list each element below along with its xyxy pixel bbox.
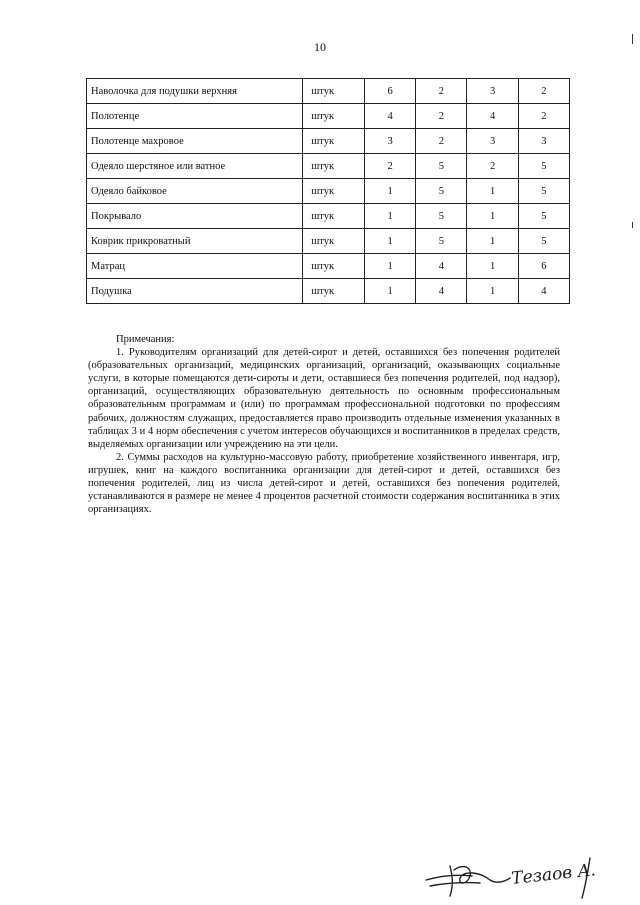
unit-cell: штук	[303, 229, 365, 254]
quantity-cell: 1	[467, 279, 518, 304]
quantity-cell: 4	[416, 279, 467, 304]
unit-cell: штук	[303, 79, 365, 104]
norms-table	[86, 78, 570, 304]
quantity-cell: 3	[518, 129, 569, 154]
notes-section	[88, 333, 560, 516]
item-name-cell: Полотенце махровое	[87, 129, 303, 154]
item-name-cell: Одеяло байковое	[87, 179, 303, 204]
table-row	[87, 229, 570, 254]
page-number: 10	[314, 40, 326, 54]
note-item-1: 1. Руководителям организаций для детей-сирот и детей, оставшихся без попечения родителей (образовательных организаций, медицинских организаций, организаций, оказывающих социальные услуги, в которые помещаются дети-сироты и дети, оставшиеся без попечения родителей, под надзор), организаций, осуществляющих образовательную деятельность по основным профессиональным образовательным программам и (или) по программам профессиональной подготовки по профессиям рабочих, должностям служащих, предоставляется право производить отдельные изменения указанных в таблицах 3 и 4 норм обеспечения с учетом интересов обучающихся и воспитанников в пределах средств, выделяемых организации или учреждению на эти цели.	[88, 347, 560, 450]
quantity-cell: 4	[416, 254, 467, 279]
quantity-cell: 5	[416, 204, 467, 229]
table-row	[87, 279, 570, 304]
quantity-cell: 1	[467, 254, 518, 279]
unit-cell: штук	[303, 154, 365, 179]
quantity-cell: 3	[364, 129, 415, 154]
quantity-cell: 2	[518, 104, 569, 129]
quantity-cell: 1	[467, 179, 518, 204]
quantity-cell: 3	[467, 79, 518, 104]
quantity-cell: 5	[518, 229, 569, 254]
quantity-cell: 4	[467, 104, 518, 129]
scan-edge-mark	[632, 34, 633, 44]
unit-cell: штук	[303, 204, 365, 229]
quantity-cell: 2	[518, 79, 569, 104]
unit-cell: штук	[303, 279, 365, 304]
unit-cell: штук	[303, 179, 365, 204]
quantity-cell: 1	[364, 279, 415, 304]
quantity-cell: 5	[518, 154, 569, 179]
item-name-cell: Коврик прикроватный	[87, 229, 303, 254]
item-name-cell: Матрац	[87, 254, 303, 279]
table-row	[87, 254, 570, 279]
notes-title: Примечания:	[116, 334, 175, 345]
note-item-2: 2. Суммы расходов на культурно-массовую работу, приобретение хозяйственного инвентаря, игр, игрушек, книг на каждого воспитанника организации для детей-сирот и детей, оставшихся без попечения родителей, лиц из числа детей-сирот и детей, оставшихся без попечения родителей, устанавливаются в размере не менее 4 процентов расчетной стоимости содержания воспитанника в этих организациях.	[88, 451, 560, 516]
quantity-cell: 5	[518, 179, 569, 204]
quantity-cell: 5	[416, 179, 467, 204]
table-row	[87, 179, 570, 204]
item-name-cell: Полотенце	[87, 104, 303, 129]
item-name-cell: Покрывало	[87, 204, 303, 229]
item-name-cell: Наволочка для подушки верхняя	[87, 79, 303, 104]
unit-cell: штук	[303, 104, 365, 129]
item-name-cell: Одеяло шерстяное или ватное	[87, 154, 303, 179]
norms-table-body	[87, 79, 570, 304]
quantity-cell: 2	[416, 79, 467, 104]
quantity-cell: 2	[364, 154, 415, 179]
quantity-cell: 1	[364, 204, 415, 229]
item-name-cell: Подушка	[87, 279, 303, 304]
quantity-cell: 2	[467, 154, 518, 179]
table-row	[87, 79, 570, 104]
table-row	[87, 129, 570, 154]
signature	[420, 840, 600, 900]
quantity-cell: 6	[364, 79, 415, 104]
table-row	[87, 104, 570, 129]
quantity-cell: 3	[467, 129, 518, 154]
unit-cell: штук	[303, 129, 365, 154]
quantity-cell: 4	[518, 279, 569, 304]
quantity-cell: 1	[467, 229, 518, 254]
quantity-cell: 5	[416, 154, 467, 179]
table-row	[87, 154, 570, 179]
quantity-cell: 1	[364, 179, 415, 204]
unit-cell: штук	[303, 254, 365, 279]
quantity-cell: 1	[467, 204, 518, 229]
quantity-cell: 5	[416, 229, 467, 254]
table-row	[87, 204, 570, 229]
scan-edge-mark	[632, 222, 633, 228]
quantity-cell: 2	[416, 129, 467, 154]
quantity-cell: 2	[416, 104, 467, 129]
quantity-cell: 1	[364, 229, 415, 254]
signature-text: Тезаов А.	[510, 860, 597, 889]
quantity-cell: 1	[364, 254, 415, 279]
quantity-cell: 4	[364, 104, 415, 129]
quantity-cell: 5	[518, 204, 569, 229]
quantity-cell: 6	[518, 254, 569, 279]
